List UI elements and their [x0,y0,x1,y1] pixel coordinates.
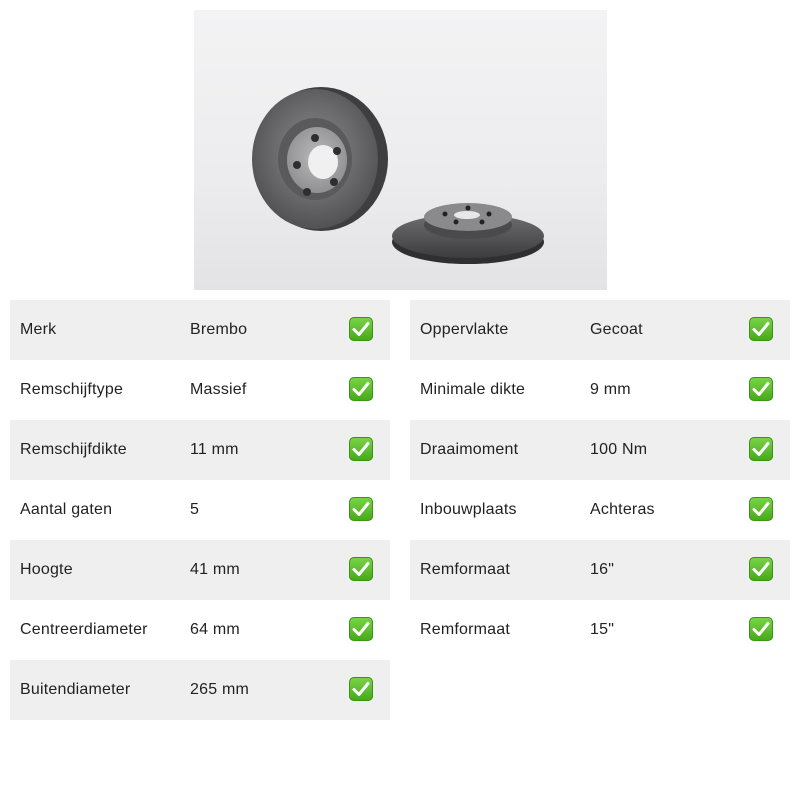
check-icon [749,317,773,341]
check-icon [749,377,773,401]
spec-row [10,660,390,720]
check-icon [349,317,373,341]
spec-row [10,540,390,600]
spec-label: Merk [20,321,57,338]
check-icon [349,437,373,461]
check-icon [749,497,773,521]
check-icon [749,617,773,641]
spec-label: Inbouwplaats [420,501,517,518]
spec-label: Remschijftype [20,381,124,398]
spec-label: Centreerdiameter [20,621,148,638]
spec-value: Gecoat [590,321,643,338]
spec-row [10,600,390,660]
product-image [194,10,607,290]
spec-table-left [10,300,390,720]
spec-value: 64 mm [190,621,240,638]
spec-label: Draaimoment [420,441,519,458]
spec-value: 41 mm [190,561,240,578]
spec-row [410,480,790,540]
spec-label: Buitendiameter [20,681,131,698]
spec-value: 265 mm [190,681,249,698]
spec-row [410,360,790,420]
spec-label: Remformaat [420,621,511,638]
spec-value: 100 Nm [590,441,648,458]
spec-value: 16" [590,561,615,578]
brake-disc-image [194,10,607,290]
spec-row [10,480,390,540]
spec-row [410,420,790,480]
spec-label: Minimale dikte [420,381,526,398]
check-icon [349,617,373,641]
spec-value: 9 mm [590,381,631,398]
spec-row [410,540,790,600]
check-icon [749,557,773,581]
check-icon [349,377,373,401]
check-icon [349,497,373,521]
spec-value: 15" [590,621,615,638]
spec-table-right [410,300,790,660]
spec-label: Aantal gaten [20,501,113,518]
spec-value: Brembo [190,321,248,338]
spec-label: Remformaat [420,561,511,578]
spec-label: Oppervlakte [420,321,509,338]
spec-row [410,600,790,660]
spec-row [410,300,790,360]
spec-row [10,360,390,420]
spec-row [10,300,390,360]
check-icon [349,557,373,581]
spec-label: Hoogte [20,561,73,578]
spec-label: Remschijfdikte [20,441,127,458]
spec-value: Achteras [590,501,655,518]
check-icon [349,677,373,701]
spec-row [10,420,390,480]
check-icon [749,437,773,461]
spec-value: 11 mm [190,441,239,458]
spec-value: 5 [190,501,200,518]
spec-value: Massief [190,381,247,398]
